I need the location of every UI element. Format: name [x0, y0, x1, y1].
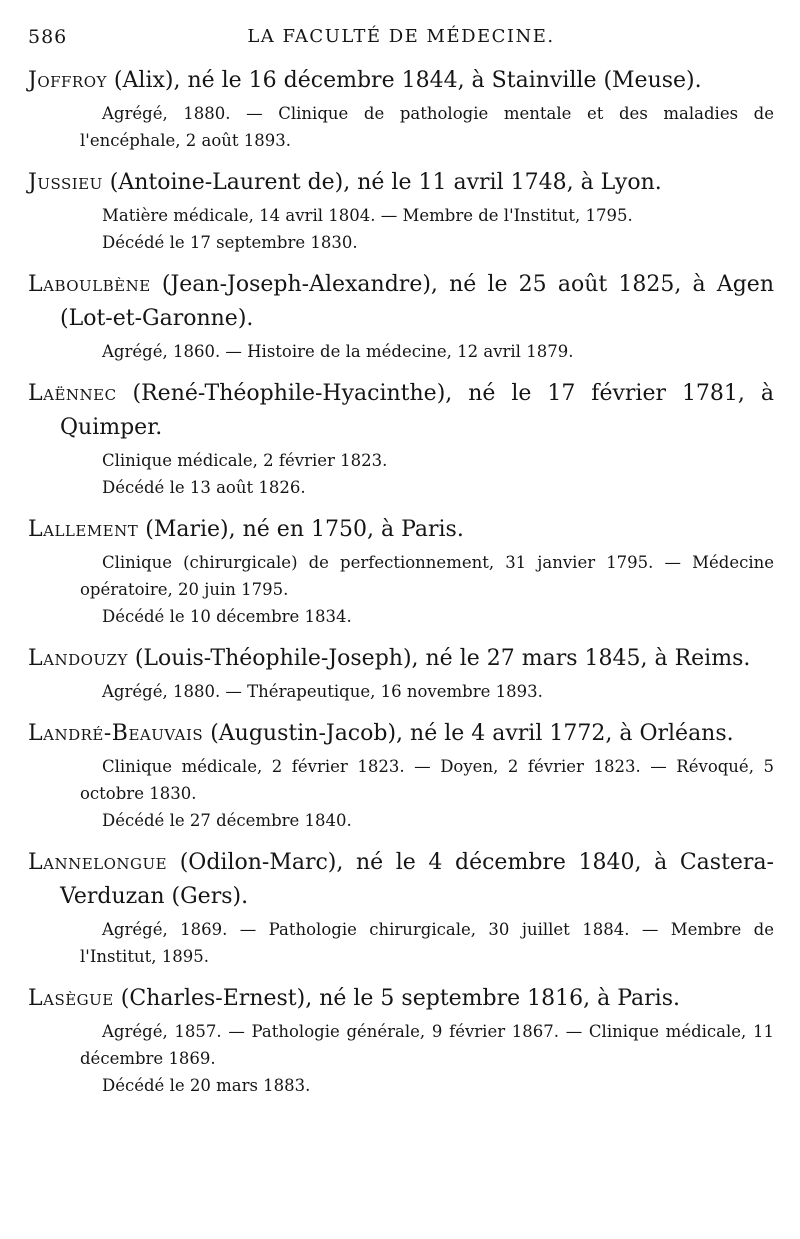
entry-identity: (Odilon-Marc), né le 4 décembre 1840, à Castera-Verduzan (Gers).	[60, 850, 774, 909]
entry-career: Agrégé, 1880. — Thérapeutique, 16 novembre 1893.	[102, 682, 543, 701]
running-title: LA FACULTÉ DE MÉDECINE.	[247, 26, 555, 47]
page-header	[28, 22, 774, 52]
entry-career: Clinique médicale, 2 février 1823. — Doyen, 2 février 1823. — Révoqué, 5 octobre 1830.	[80, 757, 774, 803]
entry-landouzy	[28, 642, 774, 705]
entry-identity: (Charles-Ernest), né le 5 septembre 1816, à Paris.	[113, 986, 681, 1011]
entry-identity: (Marie), né en 1750, à Paris.	[138, 517, 464, 542]
entry-career: Agrégé, 1860. — Histoire de la médecine, 12 avril 1879.	[102, 342, 574, 361]
entry-heading	[28, 166, 774, 200]
entry-identity: (Alix), né le 16 décembre 1844, à Stainville (Meuse).	[106, 68, 702, 93]
entry-laennec	[28, 377, 774, 501]
entry-surname: Laënnec	[28, 381, 117, 406]
entry-surname: Landouzy	[28, 646, 128, 671]
entry-identity: (Jean-Joseph-Alexandre), né le 25 août 1825, à Agen (Lot-et-Garonne).	[60, 272, 774, 331]
entry-identity: (Antoine-Laurent de), né le 11 avril 1748, à Lyon.	[102, 170, 662, 195]
entry-lallement	[28, 513, 774, 630]
entry-heading	[28, 982, 774, 1016]
entry-heading	[28, 513, 774, 547]
entry-surname: Landré-Beauvais	[28, 721, 204, 746]
entry-death: Décédé le 27 décembre 1840.	[102, 811, 352, 830]
entry-death: Décédé le 13 août 1826.	[102, 478, 306, 497]
entry-joffroy	[28, 64, 774, 154]
entry-identity: (Augustin-Jacob), né le 4 avril 1772, à Orléans.	[203, 721, 734, 746]
entry-surname: Joffroy	[28, 68, 107, 93]
entry-career: Agrégé, 1869. — Pathologie chirurgicale, 30 juillet 1884. — Membre de l'Institut, 1895.	[80, 920, 774, 966]
entry-heading	[28, 717, 774, 751]
page-number: 586	[28, 26, 68, 48]
entry-surname: Laboulbène	[28, 272, 151, 297]
entry-career: Clinique médicale, 2 février 1823.	[102, 451, 388, 470]
entry-death: Décédé le 17 septembre 1830.	[102, 233, 358, 252]
entry-heading	[28, 846, 774, 914]
entry-lasegue	[28, 982, 774, 1099]
entry-heading	[28, 642, 774, 676]
entry-identity: (René-Théophile-Hyacinthe), né le 17 février 1781, à Quimper.	[60, 381, 774, 440]
entry-lannelongue	[28, 846, 774, 970]
entry-career: Agrégé, 1857. — Pathologie générale, 9 février 1867. — Clinique médicale, 11 décembre 1869.	[80, 1022, 774, 1068]
entry-surname: Lannelongue	[28, 850, 168, 875]
entry-death: Décédé le 10 décembre 1834.	[102, 607, 352, 626]
entry-death: Décédé le 20 mars 1883.	[102, 1076, 311, 1095]
entry-career: Matière médicale, 14 avril 1804. — Membre de l'Institut, 1795.	[102, 206, 633, 225]
entry-heading	[28, 377, 774, 445]
entry-surname: Lasègue	[28, 986, 114, 1011]
entry-career: Agrégé, 1880. — Clinique de pathologie mentale et des maladies de l'encéphale, 2 août 1893.	[80, 104, 774, 150]
entry-surname: Lallement	[28, 517, 139, 542]
entry-jussieu	[28, 166, 774, 256]
entry-laboulbene	[28, 268, 774, 365]
entry-landre-beauvais	[28, 717, 774, 834]
entry-heading	[28, 64, 774, 98]
entry-identity: (Louis-Théophile-Joseph), né le 27 mars 1845, à Reims.	[127, 646, 751, 671]
entry-career: Clinique (chirurgicale) de perfectionnement, 31 janvier 1795. — Médecine opératoire, 20 juin 1795.	[80, 553, 774, 599]
entry-surname: Jussieu	[28, 170, 103, 195]
entry-heading	[28, 268, 774, 336]
